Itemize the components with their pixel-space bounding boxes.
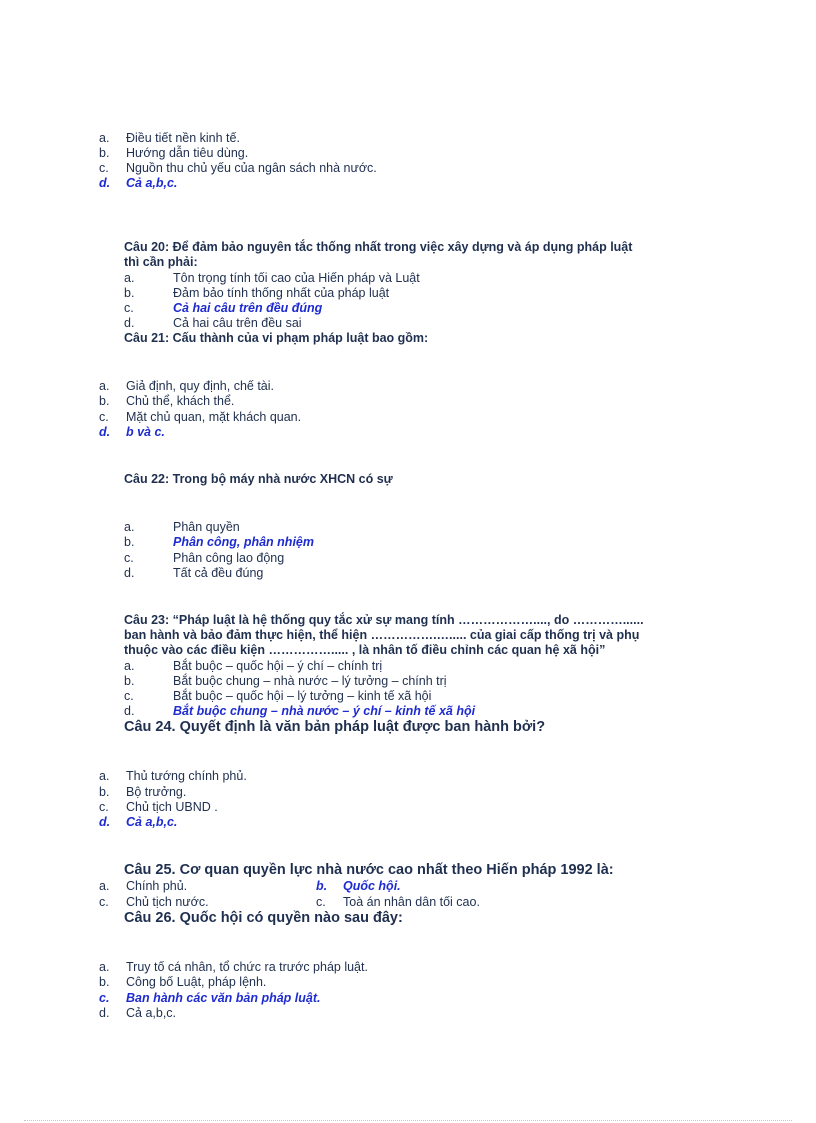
q25-option-c: c. Chủ tịch nước. [99,895,209,909]
option-a: a. Điều tiết nền kinh tế. [99,131,240,145]
q24-option-c: c. Chủ tịch UBND . [99,800,218,814]
q24-option-b: b. Bộ trưởng. [99,785,187,799]
option-d-answer: d. Cả a,b,c. [99,176,178,190]
q22-option-b: b. Phân công, phân nhiệm [124,535,314,549]
question-20-title-cont: thì cần phải: [124,255,198,269]
q25-option-b-answer: b. Quốc hội. [316,879,401,893]
q22-option-c: c. Phân công lao động [124,551,285,565]
q23-option-b: b. Bắt buộc chung – nhà nước – lý tưởng – chính trị [124,674,447,688]
q22-option-a: a. Phân quyền [124,520,240,534]
question-23-line-2: ban hành và bảo đảm thực hiện, thể hiện …………….…..... của giai cấp thống trị và phụ [124,628,640,642]
question-22-title: Câu 22: Trong bộ máy nhà nước XHCN có sự [124,472,393,486]
question-26-title: Câu 26. Quốc hội có quyền nào sau đây: [124,910,403,926]
q22-option-d: d. Tất cả đều đúng [124,566,264,580]
page-bottom-divider [24,1120,792,1121]
q25-option-a: a. Chính phủ. [99,879,188,893]
q26-option-c-answer: c. Ban hành các văn bản pháp luật. [99,991,321,1005]
q26-option-b: b. Công bố Luật, pháp lệnh. [99,975,267,989]
q21-option-d-answer: d. b và c. [99,425,165,439]
q26-option-d: d. Cả a,b,c. [99,1006,177,1020]
question-25-title: Câu 25. Cơ quan quyền lực nhà nước cao nhất theo Hiến pháp 1992 là: [124,862,614,878]
q26-option-a: a. Truy tố cá nhân, tổ chức ra trước pháp luật. [99,960,368,974]
q20-option-a: a. Tôn trọng tính tối cao của Hiến pháp và Luật [124,271,420,285]
q24-option-d-answer: d. Cả a,b,c. [99,815,178,829]
q25-option-d: c. Toà án nhân dân tối cao. [316,895,480,909]
question-23-line-3: thuộc vào các điều kiện ……………..... , là nhân tố điều chỉnh các quan hệ xã hội” [124,643,606,657]
q21-option-a: a. Giả định, quy định, chế tài. [99,379,275,393]
question-23-line-1: Câu 23: “Pháp luật là hệ thống quy tắc xử sự mang tính ………………...., do …………...... [124,613,644,627]
question-21-title: Câu 21: Cấu thành của vi phạm pháp luật bao gồm: [124,331,429,345]
q23-option-d: d. Bắt buộc chung – nhà nước – ý chí – kinh tế xã hội [124,704,476,718]
q20-option-b: b. Đảm bảo tính thống nhất của pháp luật [124,286,390,300]
q23-option-a: a. Bắt buộc – quốc hội – ý chí – chính trị [124,659,383,673]
option-b: b. Hướng dẫn tiêu dùng. [99,146,249,160]
question-24-title: Câu 24. Quyết định là văn bản pháp luật được ban hành bởi? [124,719,546,735]
q20-option-d: d. Cả hai câu trên đều sai [124,316,302,330]
q21-option-c: c. Mặt chủ quan, mặt khách quan. [99,410,302,424]
q24-option-a: a. Thủ tướng chính phủ. [99,769,247,783]
q23-option-c: c. Bắt buộc – quốc hội – lý tưởng – kinh tế xã hội [124,689,432,703]
q20-option-c: c. Cả hai câu trên đều đúng [124,301,323,315]
option-c: c. Nguồn thu chủ yếu của ngân sách nhà nước. [99,161,377,175]
question-20-title: Câu 20: Để đảm bảo nguyên tắc thống nhất trong việc xây dựng và áp dụng pháp luật [124,240,633,254]
q21-option-b: b. Chủ thể, khách thể. [99,394,235,408]
